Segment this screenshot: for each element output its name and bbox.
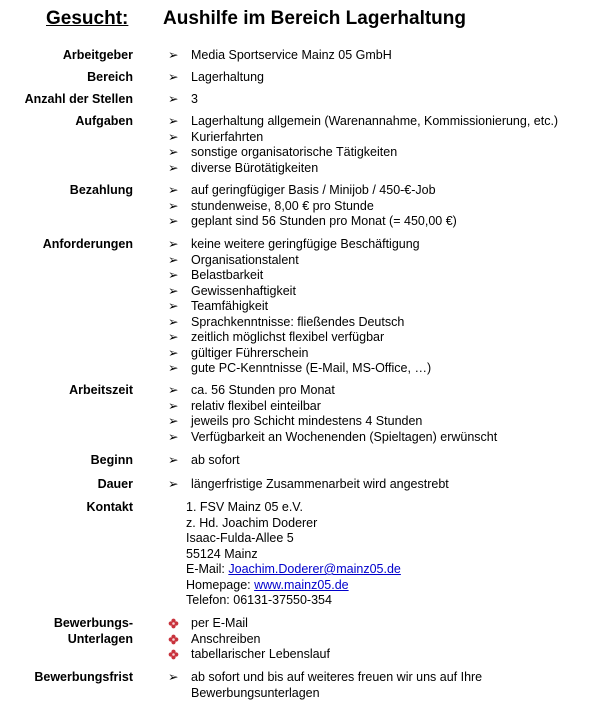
list-item: [168, 183, 598, 199]
list-bezahlung: [168, 183, 598, 230]
list-item-text: längerfristige Zusammenarbeit wird angestrebt: [191, 477, 449, 491]
email-link[interactable]: Joachim.Doderer@mainz05.de: [228, 562, 401, 576]
list-item-text: stundenweise, 8,00 € pro Stunde: [191, 198, 374, 213]
list-item-text: Media Sportservice Mainz 05 GmbH: [191, 48, 392, 62]
list-item: [168, 70, 598, 86]
list-item-text: Teamfähigkeit: [191, 299, 269, 313]
list-item-text: geplant sind 56 Stunden pro Monat (= 450,00 €): [191, 214, 457, 228]
arrow-bullet-icon: ➢: [168, 398, 179, 413]
list-item: [168, 48, 598, 64]
label-unterlagen: [54, 616, 133, 647]
list-item-text: diverse Bürotätigkeiten: [191, 160, 319, 175]
arrow-bullet-icon: ➢: [168, 345, 179, 360]
list-item: [168, 145, 598, 161]
flower-bullet-icon: [168, 634, 179, 645]
label-arbeitszeit: Arbeitszeit: [69, 383, 133, 397]
list-item: [168, 315, 598, 331]
list-item: [168, 430, 598, 446]
arrow-bullet-icon: ➢: [168, 252, 179, 267]
list-item: [168, 361, 598, 377]
list-arbeitszeit: [168, 383, 598, 445]
arrow-bullet-icon: ➢: [168, 361, 179, 375]
list-item-text: auf geringfügiger Basis / Minijob / 450-€-Job: [191, 183, 436, 197]
list-item: [168, 299, 598, 315]
arrow-bullet-icon: ➢: [168, 214, 179, 228]
list-item: [168, 346, 598, 362]
arrow-bullet-icon: ➢: [168, 268, 179, 282]
arrow-bullet-icon: ➢: [168, 48, 179, 62]
label-arbeitgeber: Arbeitgeber: [62, 48, 133, 62]
list-item-text: sonstige organisatorische Tätigkeiten: [191, 145, 398, 159]
arrow-bullet-icon: ➢: [168, 477, 179, 491]
list-stellen: [168, 92, 598, 108]
list-item-text: Sprachkenntnisse: fließendes Deutsch: [191, 314, 405, 329]
list-anforderungen: [168, 237, 598, 377]
list-item: [168, 414, 598, 430]
list-item: [168, 647, 598, 663]
page-title: [0, 8, 598, 38]
list-item-text: Organisationstalent: [191, 252, 299, 267]
list-item-text: Lagerhaltung: [191, 70, 264, 84]
arrow-bullet-icon: ➢: [168, 237, 179, 251]
list-item: [168, 130, 598, 146]
list-aufgaben: [168, 114, 598, 176]
contact-phone: Telefon: 06131-37550-354: [186, 593, 332, 607]
arrow-bullet-icon: ➢: [168, 114, 179, 128]
label-kontakt: Kontakt: [86, 500, 133, 514]
list-item: [168, 383, 598, 399]
arrow-bullet-icon: ➢: [168, 92, 179, 106]
arrow-bullet-icon: ➢: [168, 330, 179, 344]
arrow-bullet-icon: ➢: [168, 145, 179, 159]
label-bezahlung: Bezahlung: [69, 183, 133, 197]
list-item: [168, 632, 598, 648]
label-beginn: Beginn: [90, 453, 133, 467]
list-item-text: Belastbarkeit: [191, 268, 264, 282]
arrow-bullet-icon: ➢: [168, 129, 179, 144]
label-unterlagen-line2: Unterlagen: [67, 631, 133, 646]
contact-org: 1. FSV Mainz 05 e.V.: [186, 500, 303, 514]
contact-email-line: [186, 562, 586, 578]
label-bereich: Bereich: [87, 70, 133, 84]
list-item-text: ab sofort: [191, 453, 240, 467]
list-item: [168, 237, 598, 253]
list-item-text: per E-Mail: [191, 616, 248, 630]
arrow-bullet-icon: ➢: [168, 198, 179, 213]
label-unterlagen-line1: Bewerbungs-: [53, 616, 133, 630]
list-item: [168, 453, 598, 469]
list-item: [168, 114, 598, 130]
flower-bullet-icon: [168, 618, 179, 629]
list-dauer: [168, 477, 598, 493]
contact-street: Isaac-Fulda-Allee 5: [186, 531, 294, 545]
list-item-text: Lagerhaltung allgemein (Warenannahme, Kommissionierung, etc.): [191, 114, 559, 128]
job-title: Aushilfe im Bereich Lagerhaltung: [163, 8, 466, 29]
arrow-bullet-icon: ➢: [168, 383, 179, 397]
label-aufgaben: Aufgaben: [75, 114, 133, 128]
gesucht-heading: Gesucht:: [46, 8, 129, 29]
arrow-bullet-icon: ➢: [168, 183, 179, 197]
list-item-text: jeweils pro Schicht mindestens 4 Stunden: [191, 414, 423, 428]
contact-person: z. Hd. Joachim Doderer: [186, 515, 318, 530]
list-arbeitgeber: [168, 48, 598, 64]
flower-bullet-icon: [168, 649, 179, 660]
list-bereich: [168, 70, 598, 86]
list-item-text: gute PC-Kenntnisse (E-Mail, MS-Office, …): [191, 361, 432, 375]
list-item: [168, 330, 598, 346]
list-item-text: tabellarischer Lebenslauf: [191, 647, 330, 661]
list-item: [168, 253, 598, 269]
list-item-text: Kurierfahrten: [191, 129, 264, 144]
list-frist: [168, 670, 598, 701]
list-item-text: gültiger Führerschein: [191, 345, 309, 360]
list-item: [168, 268, 598, 284]
label-frist: Bewerbungsfrist: [34, 670, 133, 684]
list-item: [168, 399, 598, 415]
contact-homepage-line: [186, 578, 586, 594]
list-item-text: relativ flexibel einteilbar: [191, 398, 321, 413]
list-beginn: [168, 453, 598, 469]
contact-block: [186, 500, 586, 609]
contact-city: 55124 Mainz: [186, 546, 258, 561]
arrow-bullet-icon: ➢: [168, 160, 179, 175]
arrow-bullet-icon: ➢: [168, 414, 179, 428]
list-item-text: 3: [191, 92, 198, 106]
arrow-bullet-icon: ➢: [168, 429, 179, 444]
contact-homepage-prefix: Homepage:: [186, 577, 255, 592]
arrow-bullet-icon: ➢: [168, 70, 179, 84]
list-item: [168, 616, 598, 632]
label-anforderungen: Anforderungen: [42, 237, 133, 251]
list-item: [168, 477, 598, 493]
list-item: [168, 199, 598, 215]
list-item-text: Gewissenhaftigkeit: [191, 283, 296, 298]
arrow-bullet-icon: ➢: [168, 299, 179, 313]
label-dauer: Dauer: [97, 477, 133, 491]
label-stellen: Anzahl der Stellen: [24, 92, 133, 106]
arrow-bullet-icon: ➢: [168, 453, 179, 467]
list-item-text: zeitlich möglichst flexibel verfügbar: [191, 330, 385, 344]
list-item-text: Verfügbarkeit an Wochenenden (Spieltagen) erwünscht: [191, 429, 498, 444]
list-item: [168, 214, 598, 230]
arrow-bullet-icon: ➢: [168, 670, 179, 684]
list-item-text: ab sofort und bis auf weiteres freuen wir uns auf Ihre Bewerbungsunterlagen: [191, 670, 483, 700]
list-item: [168, 161, 598, 177]
list-item-text: Anschreiben: [191, 631, 261, 646]
list-item: [168, 92, 598, 108]
list-item-text: keine weitere geringfügige Beschäftigung: [191, 237, 420, 251]
list-item: [168, 284, 598, 300]
list-unterlagen: [168, 616, 598, 663]
arrow-bullet-icon: ➢: [168, 314, 179, 329]
contact-email-prefix: E-Mail:: [186, 562, 229, 576]
list-item-text: ca. 56 Stunden pro Monat: [191, 383, 335, 397]
homepage-link[interactable]: www.mainz05.de: [254, 577, 349, 592]
arrow-bullet-icon: ➢: [168, 283, 179, 298]
list-item: [168, 670, 598, 701]
